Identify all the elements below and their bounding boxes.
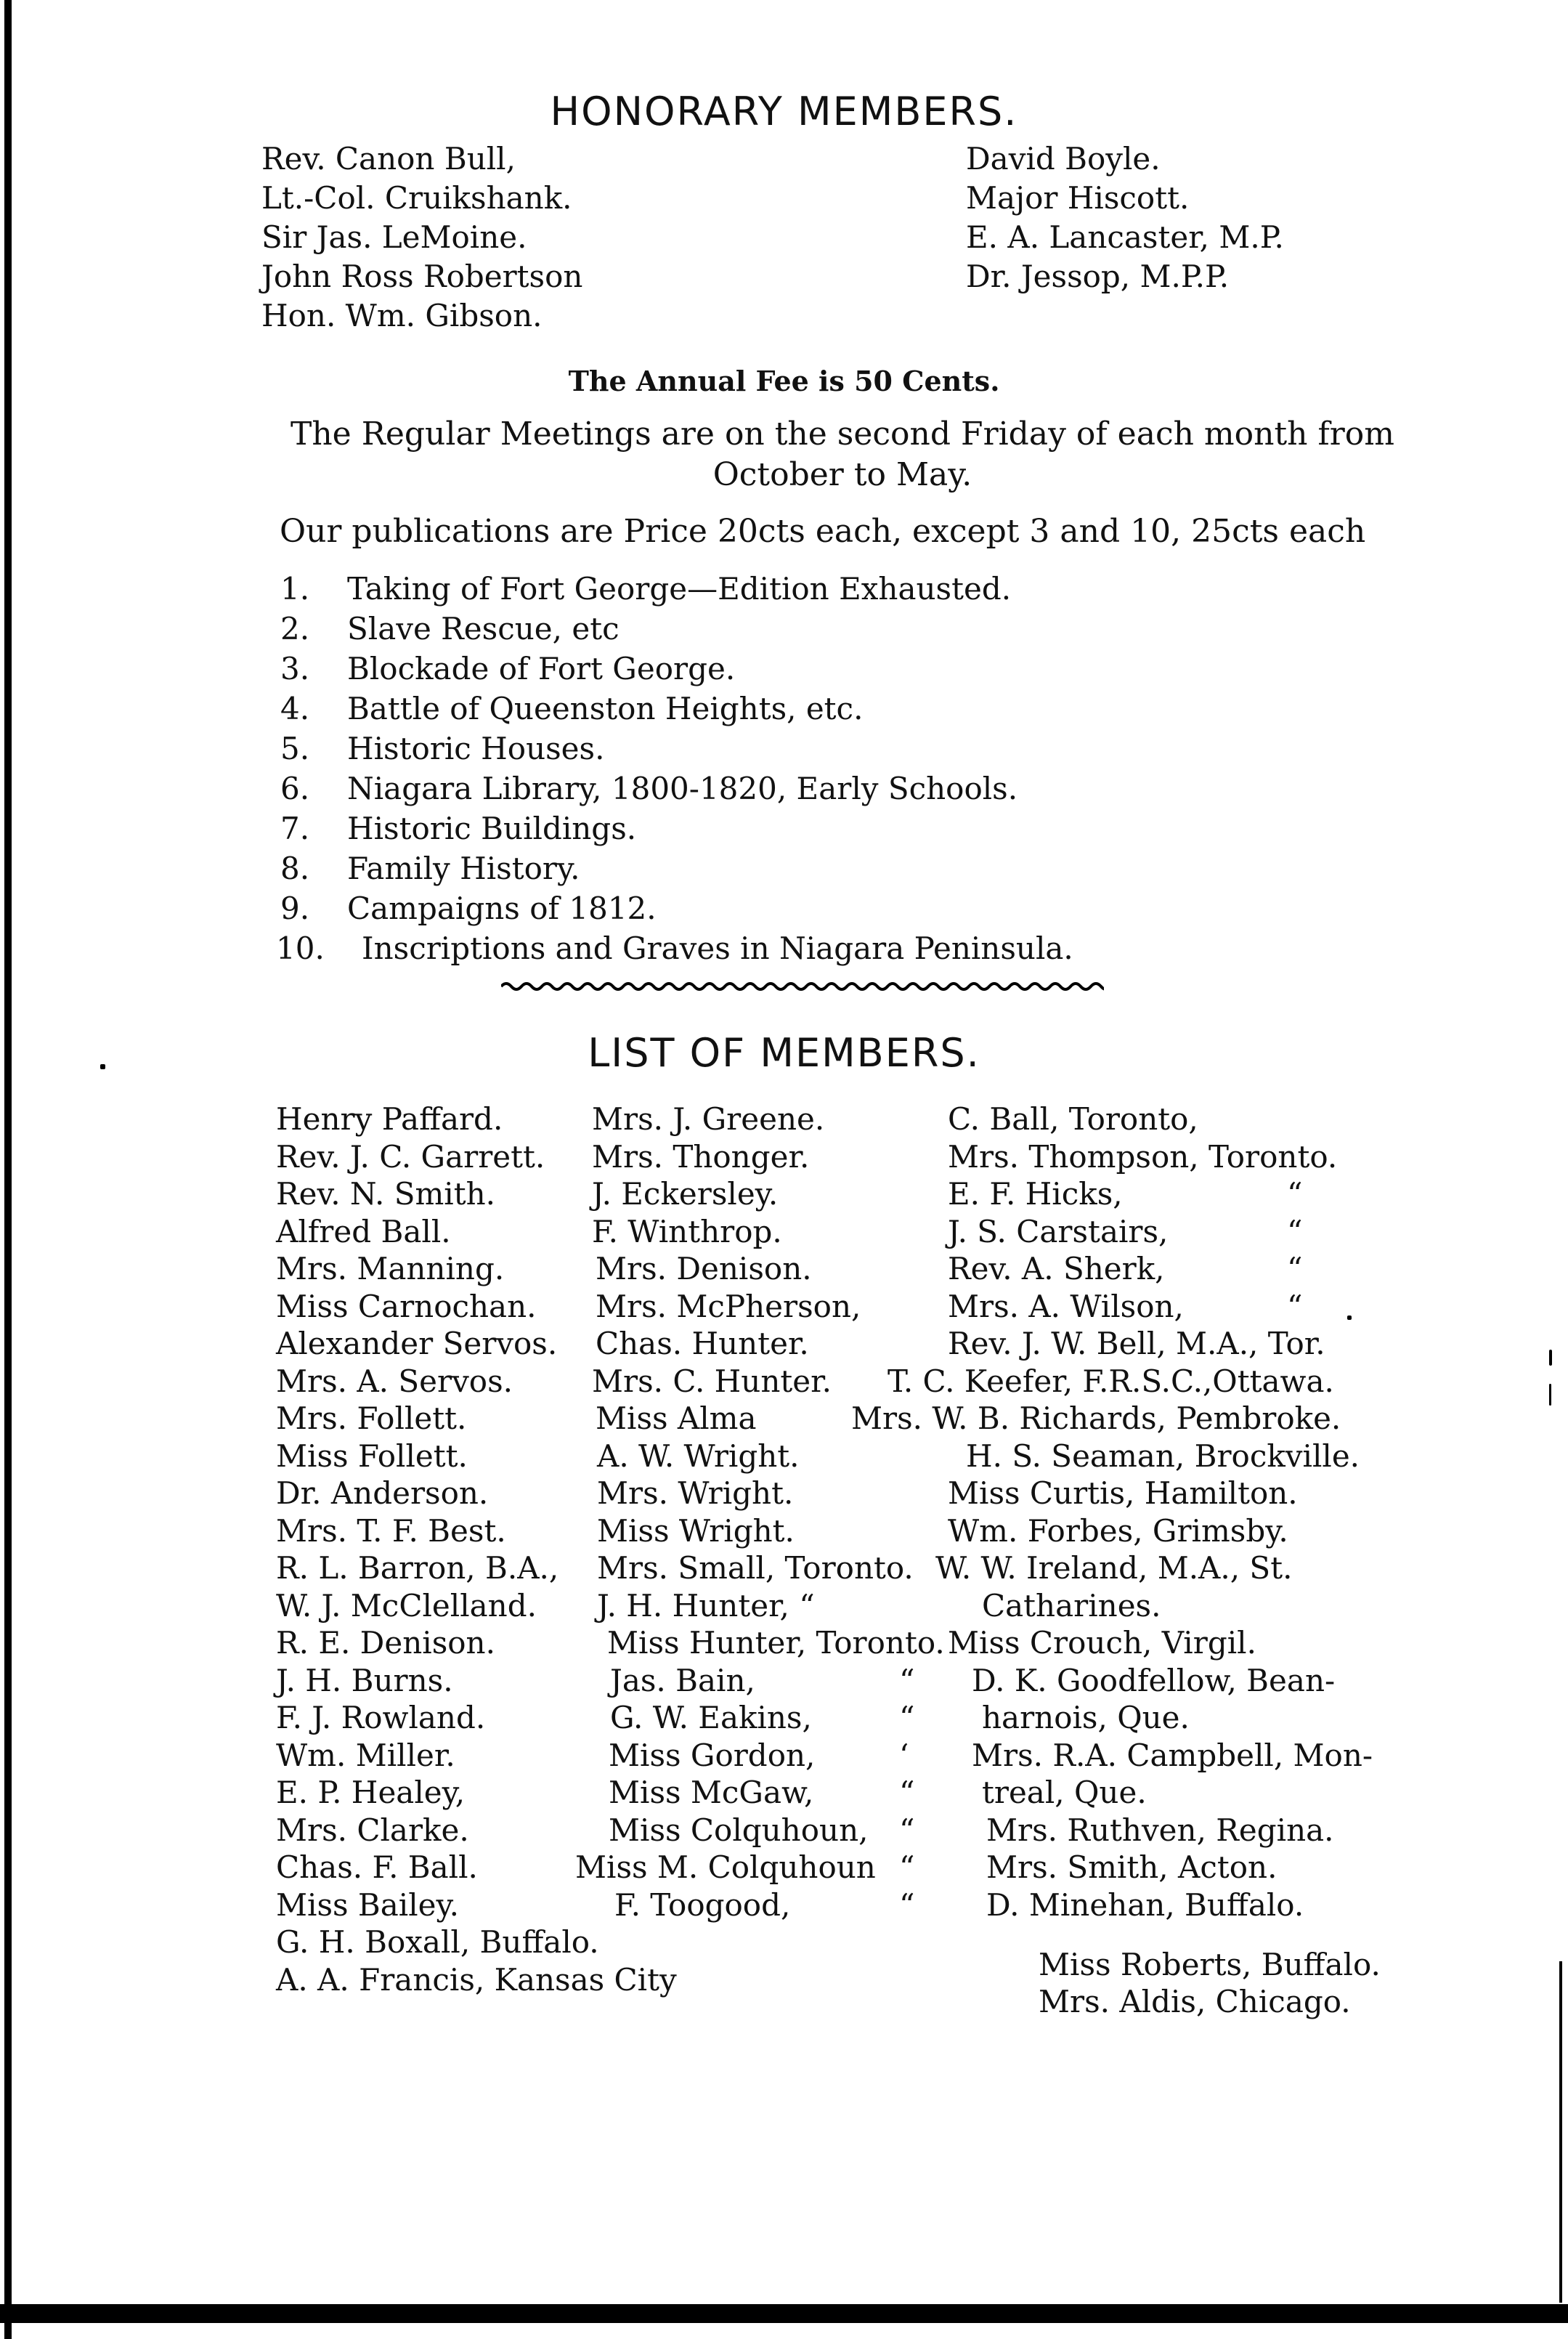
publication-number: 4. [280, 691, 310, 726]
member-name: Miss Gordon, [609, 1738, 816, 1773]
member-name: F. J. Rowland. [276, 1700, 486, 1735]
publication-title: Battle of Queenston Heights, etc. [347, 691, 864, 726]
member-name: Miss Roberts, Buffalo. [1039, 1947, 1381, 1982]
honorary-member: Rev. Canon Bull, [261, 141, 516, 177]
member-name: T. C. Keefer, F.R.S.C.,Ottawa. [887, 1363, 1334, 1399]
member-name: Miss M. Colquhoun [575, 1849, 876, 1885]
publication-title: Slave Rescue, etc [347, 611, 620, 646]
member-name: Mrs. Denison. [596, 1251, 812, 1286]
publication-title: Blockade of Fort George. [347, 651, 736, 686]
publications-price-note: Our publications are Price 20cts each, except 3 and 10, 25cts each [280, 513, 1366, 550]
publication-number: 3. [280, 651, 310, 686]
member-name: Miss Bailey. [276, 1887, 460, 1923]
annual-fee-notice: The Annual Fee is 50 Cents. [568, 365, 1000, 397]
member-name: J. S. Carstairs, [948, 1214, 1169, 1249]
honorary-member: David Boyle. [966, 141, 1161, 177]
ditto-mark: “ [1287, 1251, 1303, 1286]
member-name: Rev. N. Smith. [276, 1176, 495, 1212]
member-name: Miss Wright. [597, 1513, 795, 1549]
member-name: Catharines. [982, 1588, 1161, 1623]
member-name: Miss Carnochan. [276, 1289, 537, 1324]
member-name: Miss Alma [596, 1400, 757, 1436]
member-name: Miss Curtis, Hamilton. [948, 1475, 1298, 1511]
member-name: J. H. Hunter, “ [597, 1588, 815, 1623]
ditto-mark: “ [899, 1887, 915, 1923]
publication-number: 1. [280, 571, 310, 607]
publication-title: Campaigns of 1812. [347, 891, 657, 926]
member-name: Miss Hunter, Toronto. [607, 1625, 945, 1661]
member-name: F. Toogood, [614, 1887, 791, 1923]
publication-number: 2. [280, 611, 310, 646]
member-name: Dr. Anderson. [276, 1475, 489, 1511]
member-name: D. K. Goodfellow, Bean- [972, 1663, 1336, 1698]
ditto-mark: ‘ [899, 1738, 909, 1773]
publication-title: Historic Buildings. [347, 811, 637, 846]
member-name: Mrs. A. Wilson, [948, 1289, 1184, 1324]
member-name: Miss McGaw, [609, 1775, 814, 1810]
publication-number: 10. [276, 931, 325, 966]
meetings-line-2: October to May. [712, 456, 972, 493]
member-name: H. S. Seaman, Brockville. [966, 1438, 1360, 1474]
member-name: Mrs. Thonger. [592, 1139, 810, 1175]
stray-mark [1549, 1384, 1551, 1406]
member-name: Wm. Forbes, Grimsby. [948, 1513, 1288, 1549]
bottom-border [0, 2304, 1568, 2323]
publication-number: 7. [280, 811, 310, 846]
member-name: Mrs. J. Greene. [592, 1101, 825, 1137]
member-name: E. F. Hicks, [948, 1176, 1123, 1212]
ditto-mark: “ [1287, 1176, 1303, 1212]
publication-number: 6. [280, 771, 310, 806]
publication-title: Inscriptions and Graves in Niagara Peninsula. [362, 931, 1073, 966]
member-name: Mrs. McPherson, [596, 1289, 861, 1324]
publication-title: Historic Houses. [347, 731, 605, 766]
member-name: J. H. Burns. [276, 1663, 453, 1698]
member-name: Mrs. Small, Toronto. [597, 1550, 914, 1586]
member-name: W. J. McClelland. [276, 1588, 537, 1623]
member-name: J. Eckersley. [592, 1176, 779, 1212]
member-name: A. W. Wright. [597, 1438, 800, 1474]
member-name: R. E. Denison. [276, 1625, 495, 1661]
member-name: Chas. Hunter. [596, 1326, 809, 1361]
member-name: Miss Crouch, Virgil. [948, 1625, 1256, 1661]
member-name: A. A. Francis, Kansas City [276, 1962, 677, 1998]
member-name: C. Ball, Toronto, [948, 1101, 1198, 1137]
member-name: G. W. Eakins, [610, 1700, 812, 1735]
honorary-member: Lt.-Col. Cruikshank. [261, 180, 572, 216]
honorary-member: Major Hiscott. [966, 180, 1190, 216]
meetings-line-1: The Regular Meetings are on the second Friday of each month from [290, 415, 1395, 453]
member-name: Miss Colquhoun, [609, 1812, 869, 1848]
stray-mark [1347, 1316, 1352, 1320]
right-border [1559, 1961, 1562, 2303]
member-name: treal, Que. [982, 1775, 1147, 1810]
member-name: Rev. A. Sherk, [948, 1251, 1165, 1286]
member-name: Wm. Miller. [276, 1738, 455, 1773]
member-name: Mrs. Manning. [276, 1251, 505, 1286]
ditto-mark: “ [899, 1775, 915, 1810]
publication-title: Niagara Library, 1800-1820, Early Schools. [347, 771, 1018, 806]
member-name: F. Winthrop. [592, 1214, 782, 1249]
member-name: Mrs. Wright. [597, 1475, 794, 1511]
publication-title: Taking of Fort George—Edition Exhausted. [347, 571, 1012, 607]
honorary-member: Hon. Wm. Gibson. [261, 298, 543, 333]
publication-number: 5. [280, 731, 310, 766]
publication-number: 9. [280, 891, 310, 926]
honorary-member: Dr. Jessop, M.P.P. [966, 259, 1230, 294]
member-name: Alfred Ball. [276, 1214, 451, 1249]
member-name: Mrs. Thompson, Toronto. [948, 1139, 1338, 1175]
member-name: G. H. Boxall, Buffalo. [276, 1924, 599, 1960]
member-name: Mrs. A. Servos. [276, 1363, 513, 1399]
member-name: harnois, Que. [982, 1700, 1190, 1735]
ditto-mark: “ [899, 1700, 915, 1735]
ditto-mark: “ [1287, 1289, 1303, 1324]
member-name: Mrs. Follett. [276, 1400, 467, 1436]
honorary-members-heading: HONORARY MEMBERS. [550, 89, 1018, 134]
honorary-member: John Ross Robertson [261, 259, 583, 294]
member-name: Mrs. Smith, Acton. [986, 1849, 1277, 1885]
member-name: Mrs. T. F. Best. [276, 1513, 506, 1549]
member-name: Rev. J. W. Bell, M.A., Tor. [948, 1326, 1325, 1361]
member-name: Mrs. W. B. Richards, Pembroke. [851, 1400, 1341, 1436]
left-border [4, 0, 12, 2339]
member-name: E. P. Healey, [276, 1775, 466, 1810]
ditto-mark: “ [899, 1849, 915, 1885]
member-name: Mrs. Ruthven, Regina. [986, 1812, 1334, 1848]
publication-title: Family History. [347, 851, 580, 886]
publication-number: 8. [280, 851, 310, 886]
wavy-divider [501, 978, 1104, 995]
member-name: Chas. F. Ball. [276, 1849, 478, 1885]
honorary-member: Sir Jas. LeMoine. [261, 219, 527, 255]
list-of-members-heading: LIST OF MEMBERS. [588, 1030, 980, 1076]
member-name: Miss Follett. [276, 1438, 468, 1474]
ditto-mark: “ [1287, 1214, 1303, 1249]
member-name: R. L. Barron, B.A., [276, 1550, 559, 1586]
member-name: Mrs. Clarke. [276, 1812, 469, 1848]
member-name: Jas. Bain, [610, 1663, 755, 1698]
honorary-member: E. A. Lancaster, M.P. [966, 219, 1284, 255]
stray-mark [1549, 1350, 1552, 1366]
member-name: Alexander Servos. [276, 1326, 558, 1361]
member-name: D. Minehan, Buffalo. [986, 1887, 1304, 1923]
ditto-mark: “ [899, 1663, 915, 1698]
member-name: Rev. J. C. Garrett. [276, 1139, 545, 1175]
ditto-mark: “ [899, 1812, 915, 1848]
member-name: Mrs. R.A. Campbell, Mon- [972, 1738, 1373, 1773]
member-name: Henry Paffard. [276, 1101, 503, 1137]
member-name: W. W. Ireland, M.A., St. [935, 1550, 1293, 1586]
member-name: Mrs. C. Hunter. [592, 1363, 832, 1399]
member-name: Mrs. Aldis, Chicago. [1039, 1984, 1351, 2019]
